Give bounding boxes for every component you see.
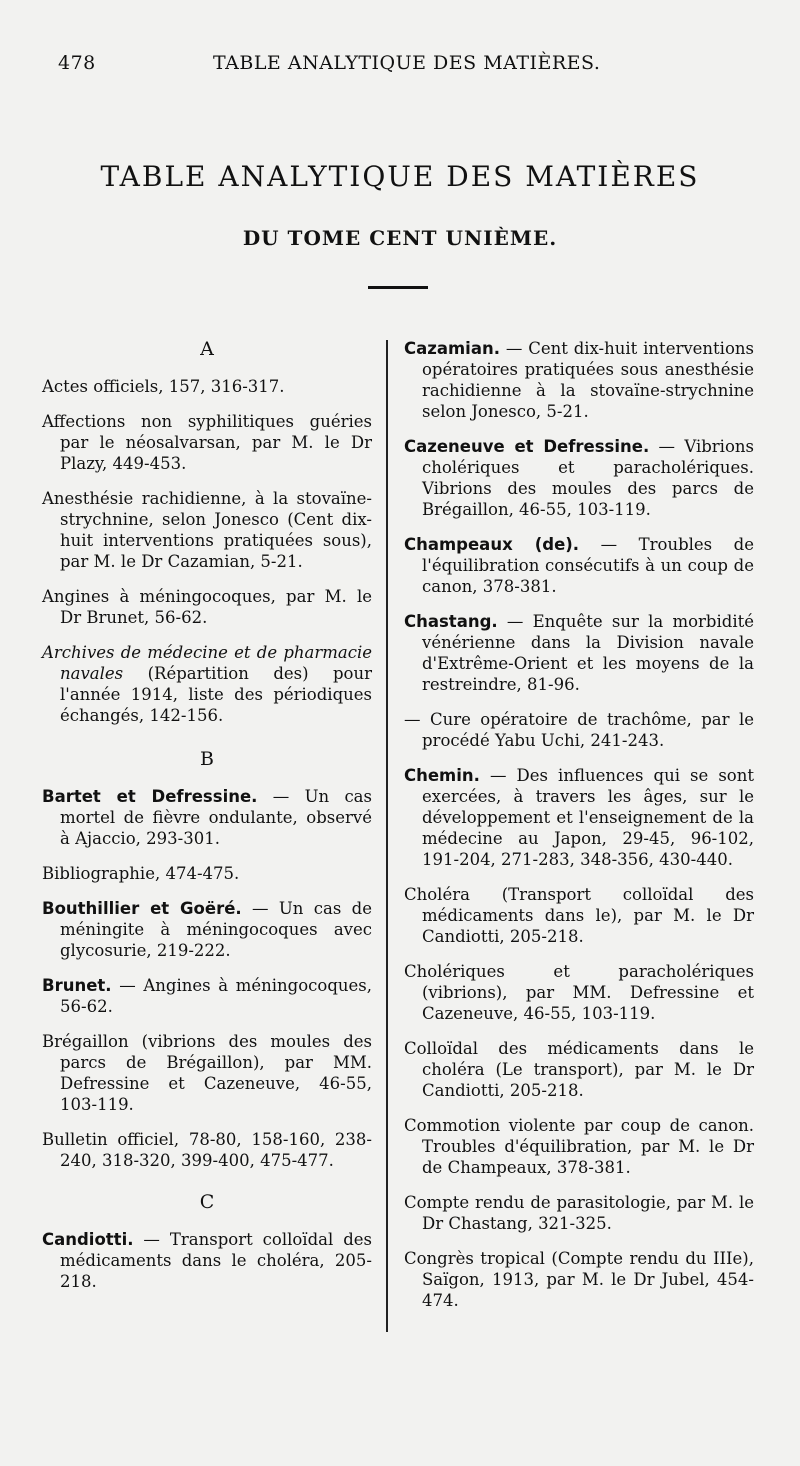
index-entry: Congrès tropical (Compte rendu du IIIe), Saïgon, 1913, par M. le Dr Jubel, 454-474. (404, 1249, 754, 1310)
entry-author: Bouthillier et Goëré. (42, 899, 242, 918)
entry-author: Chemin. (404, 766, 480, 785)
entry-author: Candiotti. (42, 1230, 134, 1249)
index-entry: Brégaillon (vibrions des moules des parcs de Brégaillon), par MM. Defressine et Cazeneuve, 46-55, 103-119. (42, 1032, 372, 1114)
index-entry: Anesthésie rachidienne, à la stovaïne-strychnine, selon Jonesco (Cent dix-huit interventions pratiquées sous), par M. le Dr Cazamian, 5-21. (42, 489, 372, 571)
entry-text: — Cent dix-huit interventions opératoires pratiquées sous anesthésie rachidienne à la stovaïne-strychnine selon Jonesco, 5-21. (422, 339, 754, 421)
index-entry (404, 611, 754, 695)
entry-text: — Des influences qui se sont exercées, à travers les âges, sur le développement et l'enseignement de la médecine au Japon, 29-45, 96-102, 191-204, 271-283, 348-356, 430-440. (422, 766, 754, 869)
right-column (404, 338, 754, 1325)
index-entry: Compte rendu de parasitologie, par M. le Dr Chastang, 321-325. (404, 1193, 754, 1233)
index-entry (404, 765, 754, 870)
index-entry: Actes officiels, 157, 316-317. (42, 377, 285, 396)
entry-author: Bartet et Defressine. (42, 787, 258, 806)
page-number: 478 (58, 52, 96, 74)
section-letter-a: A (200, 338, 214, 360)
entry-author: Brunet. (42, 976, 112, 995)
entry-text: (Répartition des) pour l'année 1914, liste des périodiques échangés, 142-156. (60, 664, 372, 725)
index-entry: Affections non syphilitiques guéries par le néosalvarsan, par M. le Dr Plazy, 449-453. (42, 412, 372, 473)
entry-author: Cazamian. (404, 339, 500, 358)
entry-text: — Transport colloïdal des médicaments dans le choléra, 205-218. (60, 1230, 372, 1291)
index-entry: Cholériques et paracholériques (vibrions), par MM. Defressine et Cazeneuve, 46-55, 103-119. (404, 962, 754, 1023)
index-entry: — Cure opératoire de trachôme, par le procédé Yabu Uchi, 241-243. (404, 710, 754, 750)
entry-author: Chastang. (404, 612, 498, 631)
entry-text: — Angines à méningocoques, 56-62. (60, 976, 372, 1016)
index-entry: Choléra (Transport colloïdal des médicaments dans le), par M. le Dr Candiotti, 205-218. (404, 885, 754, 946)
index-entry: Angines à méningocoques, par M. le Dr Brunet, 56-62. (42, 587, 372, 627)
section-letter-b: B (200, 748, 214, 770)
page-subtitle: DU TOME CENT UNIÈME. (242, 226, 558, 250)
entry-text: — Un cas mortel de fièvre ondulante, observé à Ajaccio, 293-301. (60, 787, 372, 848)
index-entry (42, 642, 372, 726)
index-entry (42, 786, 372, 849)
left-column (42, 338, 372, 1306)
page-title: TABLE ANALYTIQUE DES MATIÈRES (100, 160, 700, 193)
column-divider (386, 340, 388, 1332)
index-entry (404, 534, 754, 597)
index-entry: Bulletin officiel, 78-80, 158-160, 238-240, 318-320, 399-400, 475-477. (42, 1130, 372, 1170)
entry-text: — Enquête sur la morbidité vénérienne dans la Division navale d'Extrême-Orient et les moyens de la restreindre, 81-96. (422, 612, 754, 694)
entry-author: Champeaux (de). (404, 535, 580, 554)
index-entry: Bibliographie, 474-475. (42, 864, 240, 883)
index-entry: Commotion violente par coup de canon. Troubles d'équilibration, par M. le Dr de Champeaux, 378-381. (404, 1116, 754, 1177)
entry-text: — Un cas de méningite à méningocoques avec glycosurie, 219-222. (60, 899, 372, 960)
title-rule (368, 286, 428, 289)
entry-italic-title: Archives de médecine et de pharmacie navales (42, 643, 372, 683)
index-entry (42, 975, 372, 1017)
index-entry (42, 1229, 372, 1292)
running-title: TABLE ANALYTIQUE DES MATIÈRES. (213, 52, 601, 74)
index-entry (404, 338, 754, 422)
index-entry (42, 898, 372, 961)
entry-author: Cazeneuve et Defressine. (404, 437, 650, 456)
entry-text: — Vibrions cholériques et paracholériques. Vibrions des moules des parcs de Brégaillon, 46-55, 103-119. (422, 437, 754, 519)
index-entry: Colloïdal des médicaments dans le choléra (Le transport), par M. le Dr Candiotti, 205-218. (404, 1039, 754, 1100)
entry-text: — Troubles de l'équilibration consécutifs à un coup de canon, 378-381. (422, 535, 754, 596)
index-entry (404, 436, 754, 520)
section-letter-c: C (199, 1191, 215, 1213)
